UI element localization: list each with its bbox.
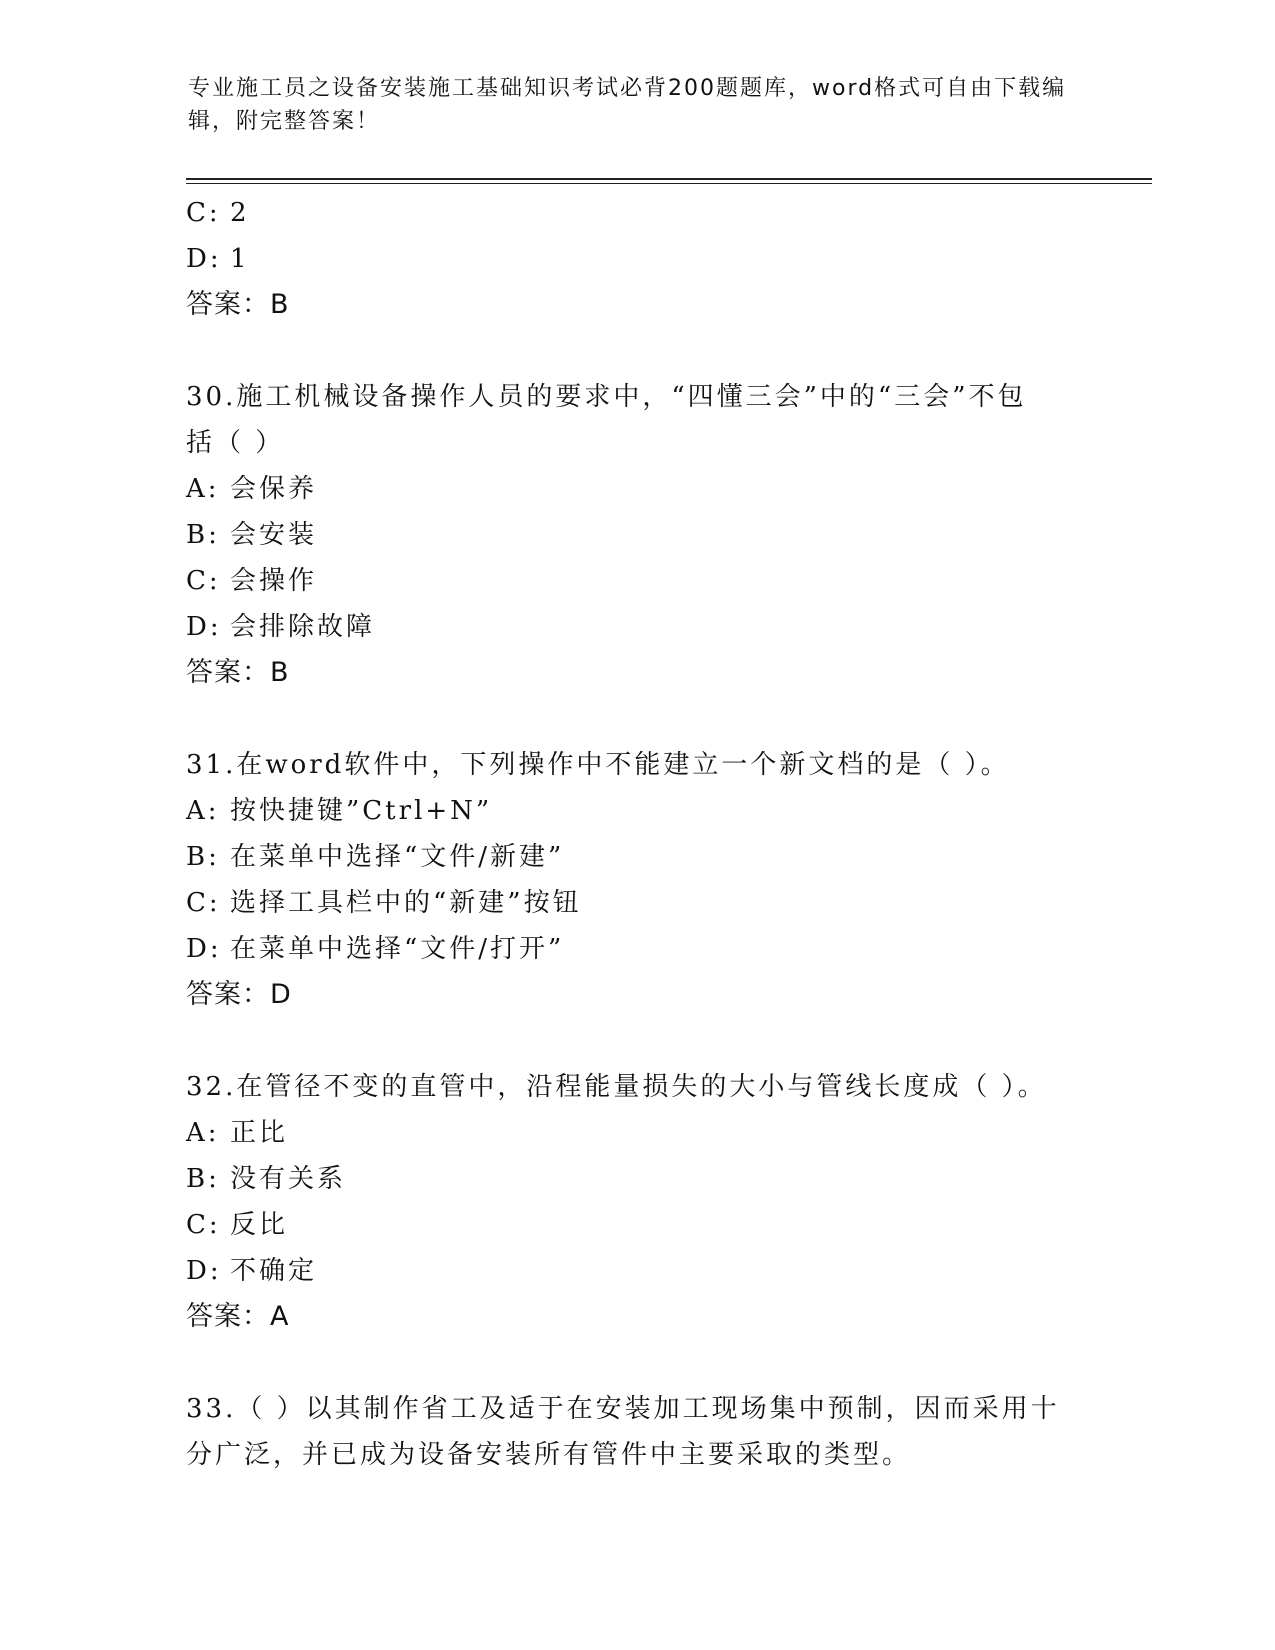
option-a: A: 正比 xyxy=(186,1118,289,1148)
document-body xyxy=(186,190,1086,1478)
spacer xyxy=(186,696,1086,742)
option-d: D: 会排除故障 xyxy=(186,612,376,642)
spacer xyxy=(186,1340,1086,1386)
answer-line: 答案：A xyxy=(186,1301,290,1332)
question-33 xyxy=(186,1386,1086,1478)
header-divider xyxy=(186,178,1152,180)
spacer xyxy=(186,1018,1086,1064)
answer-line: 答案：B xyxy=(186,289,290,320)
question-31 xyxy=(186,742,1086,1018)
header-divider-thin xyxy=(186,183,1152,184)
question-30 xyxy=(186,374,1086,696)
option-b: B: 会安装 xyxy=(186,520,318,550)
option-c: C: 选择工具栏中的“新建”按钮 xyxy=(186,888,582,918)
answer-line: 答案：D xyxy=(186,979,292,1010)
page-header: 专业施工员之设备安装施工基础知识考试必背200题题库，word格式可自由下载编辑，附完整答案！ xyxy=(188,76,1067,134)
spacer xyxy=(186,328,1086,374)
question-stem: 30.施工机械设备操作人员的要求中，“四懂三会”中的“三会”不包 xyxy=(186,382,1027,412)
option-b: B: 在菜单中选择“文件/新建” xyxy=(186,842,565,872)
answer-line: 答案：B xyxy=(186,657,290,688)
question-32 xyxy=(186,1064,1086,1340)
option-d: D: 1 xyxy=(186,244,250,274)
question-stem: 31.在word软件中，下列操作中不能建立一个新文档的是（ ）。 xyxy=(186,750,1010,780)
option-c: C: 2 xyxy=(186,198,250,228)
option-a: A: 会保养 xyxy=(186,474,318,504)
question-stem: 括（ ） xyxy=(186,428,285,458)
question-stem: 32.在管径不变的直管中，沿程能量损失的大小与管线长度成（ ）。 xyxy=(186,1072,1047,1102)
option-c: C: 反比 xyxy=(186,1210,289,1240)
prev-question xyxy=(186,190,1086,328)
option-d: D: 不确定 xyxy=(186,1256,318,1286)
option-b: B: 没有关系 xyxy=(186,1164,347,1194)
option-d: D: 在菜单中选择“文件/打开” xyxy=(186,934,565,964)
option-a: A: 按快捷键”Ctrl+N” xyxy=(186,796,493,826)
question-stem: 33.（ ）以其制作省工及适于在安装加工现场集中预制，因而采用十 xyxy=(186,1394,1060,1424)
question-stem: 分广泛，并已成为设备安装所有管件中主要采取的类型。 xyxy=(186,1440,912,1470)
option-c: C: 会操作 xyxy=(186,566,318,596)
